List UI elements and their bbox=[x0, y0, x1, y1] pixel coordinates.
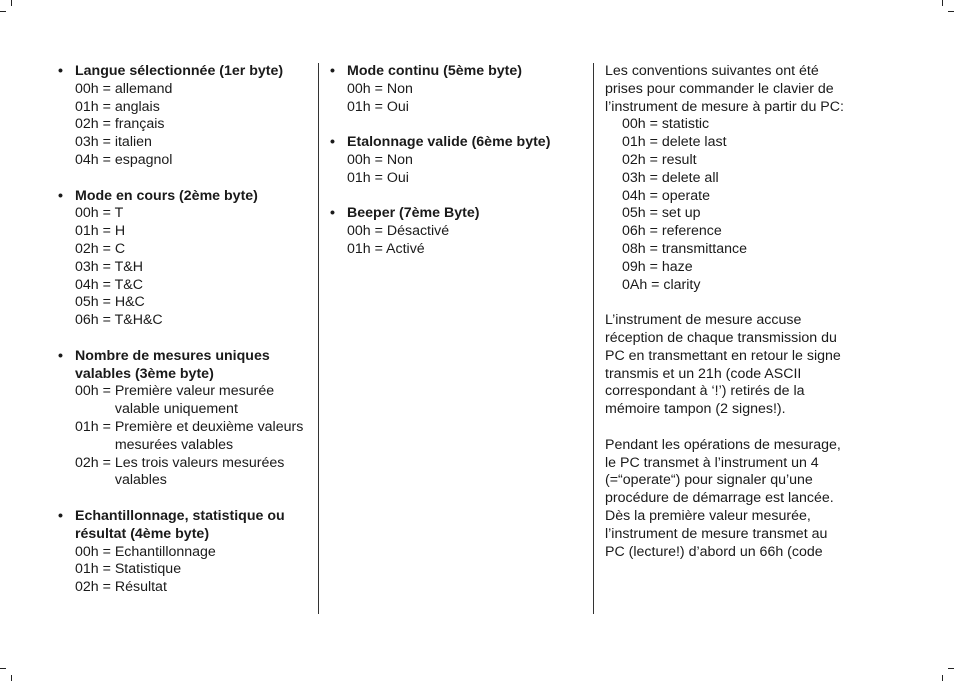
code-item: 03h = delete all bbox=[622, 169, 719, 186]
list-item: 01h = Oui bbox=[347, 169, 409, 186]
section-heading: Beeper (7ème Byte) bbox=[347, 205, 480, 222]
intro-text: Les conventions suivantes ont été prises pour commander le clavier de l’instrument de mesure à partir du PC: bbox=[605, 63, 844, 115]
section-mode bbox=[58, 188, 308, 330]
list-item: 02h = C bbox=[75, 240, 126, 257]
crop-mark-tl bbox=[11, 0, 12, 6]
list-item: 01h = anglais bbox=[75, 98, 160, 115]
list-item: 00h = Désactivé bbox=[347, 223, 450, 240]
list-item: 02h = Les trois valeurs mesurées valables bbox=[75, 454, 285, 489]
list-item: 03h = T&H bbox=[75, 258, 143, 275]
section-heading: Mode en cours (2ème byte) bbox=[75, 187, 258, 204]
list-item: 00h = Echantillonnage bbox=[75, 543, 216, 560]
list-item: 02h = français bbox=[75, 116, 165, 133]
crop-mark-br-h bbox=[948, 668, 954, 669]
crop-mark-tl-h bbox=[0, 11, 6, 12]
keyboard-conventions bbox=[605, 63, 850, 294]
column-2 bbox=[330, 63, 580, 277]
bullet: • bbox=[58, 63, 63, 79]
list-item: 05h = H&C bbox=[75, 294, 145, 311]
crop-mark-br bbox=[942, 675, 943, 681]
paragraph-measurement: Pendant les opérations de mesurage, le PC transmet à l’instrument un 4 (=“operate“) pour signaler qu’une procédure de démarrage est lancée. Dès la première valeur mesurée, l’instrument de mesure transmet au PC (lecture!) d’abord un 66h (code bbox=[605, 436, 841, 560]
section-continuous-mode bbox=[330, 63, 580, 116]
list-item: 01h = Première et deuxième valeurs mesurées valables bbox=[75, 418, 304, 453]
bullet: • bbox=[330, 205, 335, 222]
code-item: 09h = haze bbox=[622, 258, 693, 275]
section-sampling bbox=[58, 508, 308, 597]
crop-mark-bl bbox=[11, 675, 12, 681]
list-item: 01h = Activé bbox=[347, 240, 425, 257]
list-item: 04h = T&C bbox=[75, 276, 143, 293]
list-item: 02h = Résultat bbox=[75, 579, 167, 596]
section-heading: Etalonnage valide (6ème byte) bbox=[347, 134, 551, 151]
bullet: • bbox=[330, 63, 335, 79]
code-item: 0Ah = clarity bbox=[622, 276, 701, 293]
list-item: 06h = T&H&C bbox=[75, 312, 163, 329]
list-item: 00h = Non bbox=[347, 80, 413, 97]
column-divider-2 bbox=[593, 63, 594, 614]
column-divider-1 bbox=[318, 63, 319, 614]
list-item: 01h = Oui bbox=[347, 98, 409, 115]
list-item: 00h = Non bbox=[347, 151, 413, 168]
section-measure-count bbox=[58, 348, 308, 490]
section-language bbox=[58, 63, 308, 170]
list-item: 00h = T bbox=[75, 205, 124, 222]
section-heading: Nombre de mesures uniques valables (3ème byte) bbox=[75, 347, 270, 382]
section-beeper bbox=[330, 205, 580, 258]
section-heading: Mode continu (5ème byte) bbox=[347, 63, 522, 79]
list-item: 00h = Première valeur mesurée valable uniquement bbox=[75, 383, 275, 418]
column-1 bbox=[58, 63, 308, 615]
list-item: 03h = italien bbox=[75, 134, 152, 151]
paragraph-acknowledge: L’instrument de mesure accuse réception de chaque transmission du PC en transmettant en retour le signe transmis et un 21h (code ASCII correspondant à ‘!’) retirés de la mémoire tampon (2 signes!). bbox=[605, 312, 841, 418]
crop-mark-tr-h bbox=[948, 11, 954, 12]
code-item: 06h = reference bbox=[622, 223, 722, 240]
bullet: • bbox=[58, 187, 63, 204]
list-item: 00h = allemand bbox=[75, 80, 173, 97]
crop-mark-bl-h bbox=[0, 668, 6, 669]
bullet: • bbox=[58, 347, 63, 364]
list-item: 04h = espagnol bbox=[75, 151, 173, 168]
code-item: 02h = result bbox=[622, 151, 697, 168]
code-item: 05h = set up bbox=[622, 205, 701, 222]
list-item: 01h = Statistique bbox=[75, 561, 182, 578]
code-item: 00h = statistic bbox=[622, 116, 710, 133]
column-3 bbox=[605, 63, 850, 579]
section-heading: Echantillonnage, statistique ou résultat (4ème byte) bbox=[75, 507, 285, 542]
crop-mark-tr bbox=[942, 0, 943, 6]
list-item: 01h = H bbox=[75, 223, 126, 240]
section-heading: Langue sélectionnée (1er byte) bbox=[75, 63, 284, 79]
bullet: • bbox=[330, 134, 335, 151]
code-item: 01h = delete last bbox=[622, 134, 727, 151]
code-item: 04h = operate bbox=[622, 187, 710, 204]
section-calibration bbox=[330, 134, 580, 187]
bullet: • bbox=[58, 507, 63, 524]
code-item: 08h = transmittance bbox=[622, 240, 747, 257]
